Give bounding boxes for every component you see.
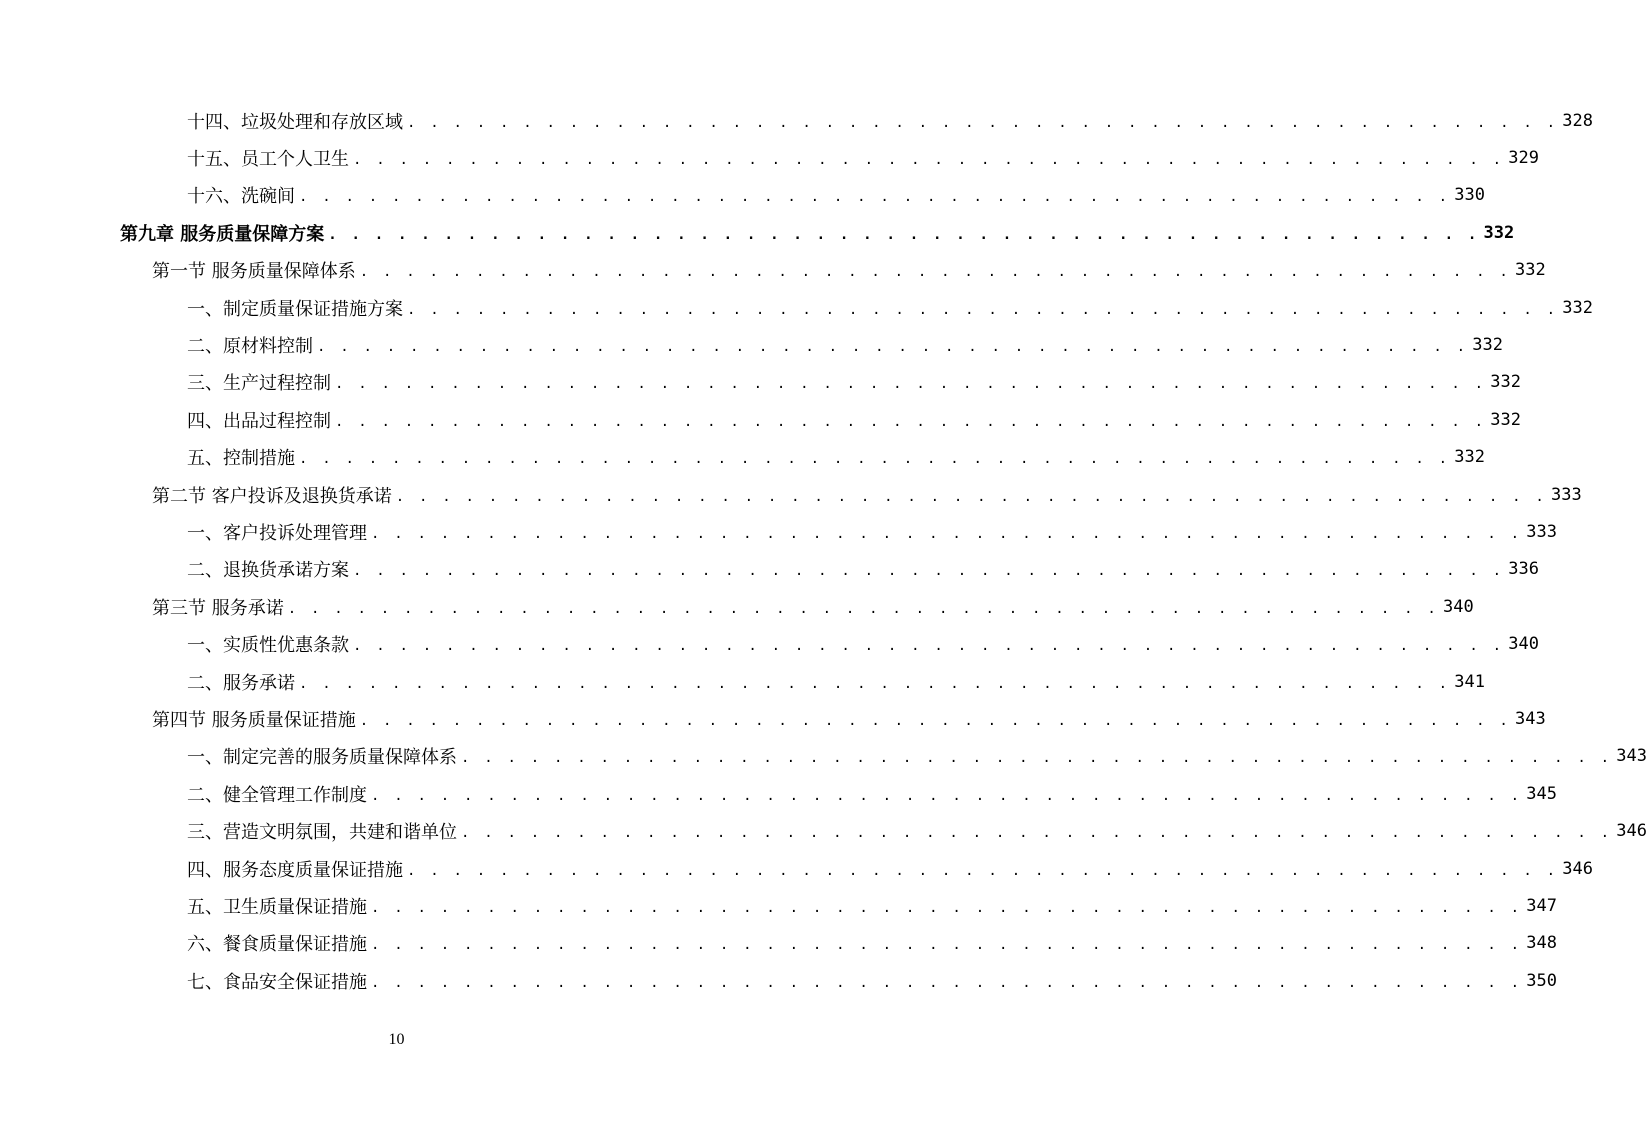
toc-entry[interactable] [0, 177, 1485, 214]
toc-entry-title: 五、卫生质量保证措施 [187, 896, 367, 918]
toc-entry-line [187, 625, 1539, 662]
toc-entry-title: 第四节 服务质量保证措施 [152, 709, 356, 731]
toc-entry-line [187, 738, 1647, 775]
toc-entry[interactable] [0, 326, 1503, 363]
toc-entry-line [187, 850, 1593, 887]
toc-entry[interactable] [0, 812, 1647, 849]
toc-entry-title: 四、服务态度质量保证措施 [187, 859, 403, 881]
toc-entry-line [152, 252, 1546, 289]
toc-entry[interactable] [0, 214, 1515, 251]
dot-leader: . . . . . . . . . . . . . . . . . . . . . . . . . . . . . . . . . . . . . . . . . . . . . . . . . . [299, 675, 1451, 692]
toc-entry[interactable] [0, 625, 1539, 662]
toc-entry[interactable] [0, 401, 1521, 438]
toc-entry-title: 十五、员工个人卫生 [187, 149, 349, 171]
toc-entry-line [187, 775, 1557, 812]
toc-entry-title: 二、原材料控制 [187, 336, 313, 358]
toc-entry[interactable] [0, 439, 1485, 476]
toc-entry[interactable] [0, 289, 1593, 326]
dot-leader: . . . . . . . . . . . . . . . . . . . . . . . . . . . . . . . . . . . . . . . . . . . . . . . . . . [407, 301, 1559, 318]
toc-entry-line [187, 812, 1647, 849]
toc-entry-page: 332 [1490, 409, 1521, 430]
toc-entry-line [152, 700, 1546, 737]
toc-entry-line [187, 364, 1521, 401]
dot-leader: . . . . . . . . . . . . . . . . . . . . . . . . . . . . . . . . . . . . . . . . . . . . . . . . . . [359, 264, 1511, 281]
toc-entry-line [187, 925, 1557, 962]
toc-entry[interactable] [0, 252, 1546, 289]
toc-entry-page: 332 [1514, 260, 1546, 281]
toc-entry[interactable] [0, 663, 1485, 700]
dot-leader: . . . . . . . . . . . . . . . . . . . . . . . . . . . . . . . . . . . . . . . . . . . . . . . . . . [299, 451, 1451, 468]
dot-leader: . . . . . . . . . . . . . . . . . . . . . . . . . . . . . . . . . . . . . . . . . . . . . . . . . . [371, 937, 1523, 954]
toc-entry-line [152, 588, 1474, 625]
toc-entry-page: 330 [1454, 185, 1485, 206]
toc-entry[interactable] [0, 476, 1582, 513]
dot-leader: . . . . . . . . . . . . . . . . . . . . . . . . . . . . . . . . . . . . . . . . . . . . . . . . . . [371, 974, 1523, 991]
toc-entry-page: 329 [1508, 148, 1539, 169]
toc-entry[interactable] [0, 364, 1521, 401]
toc-entry-line [187, 102, 1593, 139]
toc-entry-title: 一、客户投诉处理管理 [187, 522, 367, 544]
dot-leader: . . . . . . . . . . . . . . . . . . . . . . . . . . . . . . . . . . . . . . . . . . . . . . . . . . [407, 114, 1559, 131]
dot-leader: . . . . . . . . . . . . . . . . . . . . . . . . . . . . . . . . . . . . . . . . . . . . . . . . . . [353, 152, 1505, 169]
dot-leader: . . . . . . . . . . . . . . . . . . . . . . . . . . . . . . . . . . . . . . . . . . . . . . . . . . [359, 712, 1511, 729]
dot-leader: . . . . . . . . . . . . . . . . . . . . . . . . . . . . . . . . . . . . . . . . . . . . . . . . . . [317, 339, 1469, 356]
toc-entry-line [187, 513, 1557, 550]
toc-entry-title: 二、健全管理工作制度 [187, 784, 367, 806]
dot-leader: . . . . . . . . . . . . . . . . . . . . . . . . . . . . . . . . . . . . . . . . . . . . . . . . . . [353, 563, 1505, 580]
toc-entry-title: 一、实质性优惠条款 [187, 635, 349, 657]
toc-entry-page: 340 [1442, 596, 1474, 617]
toc-entry-title: 第一节 服务质量保障体系 [152, 261, 356, 283]
toc-entry[interactable] [0, 962, 1557, 999]
toc-entry-page: 346 [1562, 858, 1593, 879]
toc-entry-line [187, 177, 1485, 214]
toc-entry-title: 三、生产过程控制 [187, 373, 331, 395]
toc-entry-line [120, 214, 1515, 251]
toc-entry[interactable] [0, 738, 1647, 775]
page-number: 10 [388, 1031, 405, 1048]
toc-entry-page: 333 [1550, 484, 1582, 505]
toc-entry-title: 六、餐食质量保证措施 [187, 934, 367, 956]
toc-entry-title: 七、食品安全保证措施 [187, 971, 367, 993]
toc-entry-title: 第三节 服务承诺 [152, 597, 284, 619]
toc-entry[interactable] [0, 887, 1557, 924]
dot-leader: . . . . . . . . . . . . . . . . . . . . . . . . . . . . . . . . . . . . . . . . . . . . . . . . . . [395, 488, 1547, 505]
dot-leader: . . . . . . . . . . . . . . . . . . . . . . . . . . . . . . . . . . . . . . . . . . . . . . . . . . [371, 899, 1523, 916]
toc-entry-page: 332 [1483, 222, 1515, 243]
toc-entry-page: 332 [1472, 335, 1503, 356]
toc-entry-title: 一、制定完善的服务质量保障体系 [187, 747, 457, 769]
toc-entry-page: 336 [1508, 559, 1539, 580]
toc-entry-title: 十六、洗碗间 [187, 186, 295, 208]
toc-entry-page: 350 [1526, 970, 1557, 991]
toc-entry-line [187, 439, 1485, 476]
toc-entry-page: 343 [1514, 708, 1546, 729]
dot-leader: . . . . . . . . . . . . . . . . . . . . . . . . . . . . . . . . . . . . . . . . . . . . . . . . . . [461, 825, 1613, 842]
toc-entry-line [187, 401, 1521, 438]
toc-entry-title: 五、控制措施 [187, 448, 295, 470]
dot-leader: . . . . . . . . . . . . . . . . . . . . . . . . . . . . . . . . . . . . . . . . . . . . . . . . . . [335, 413, 1487, 430]
toc-entry-title: 第二节 客户投诉及退换货承诺 [152, 485, 392, 507]
toc-entry-line [152, 476, 1582, 513]
toc-entry-page: 345 [1526, 783, 1557, 804]
toc-entry-page: 343 [1616, 746, 1647, 767]
toc-entry-title: 二、服务承诺 [187, 672, 295, 694]
toc-entry-line [187, 139, 1539, 176]
toc-entry-page: 340 [1508, 634, 1539, 655]
toc-entry-page: 341 [1454, 671, 1485, 692]
toc-entry-line [187, 326, 1503, 363]
toc-entry-title: 四、出品过程控制 [187, 410, 331, 432]
toc-entry[interactable] [0, 551, 1539, 588]
toc-entry-page: 332 [1562, 297, 1593, 318]
toc-entry[interactable] [0, 700, 1546, 737]
dot-leader: . . . . . . . . . . . . . . . . . . . . . . . . . . . . . . . . . . . . . . . . . . . . . . . . . . [461, 750, 1613, 767]
toc-entry-line [187, 289, 1593, 326]
toc-entry-page: 328 [1562, 110, 1593, 131]
table-of-contents [0, 102, 1647, 999]
dot-leader: . . . . . . . . . . . . . . . . . . . . . . . . . . . . . . . . . . . . . . . . . . . . . . . . . . [407, 862, 1559, 879]
toc-entry[interactable] [0, 588, 1474, 625]
toc-entry-page: 348 [1526, 933, 1557, 954]
toc-entry[interactable] [0, 775, 1557, 812]
toc-entry[interactable] [0, 850, 1593, 887]
toc-entry-page: 332 [1490, 372, 1521, 393]
toc-entry-line [187, 551, 1539, 588]
toc-entry-title: 一、制定质量保证措施方案 [187, 298, 403, 320]
toc-entry[interactable] [0, 513, 1557, 550]
dot-leader: . . . . . . . . . . . . . . . . . . . . . . . . . . . . . . . . . . . . . . . . . . . . . . . . . . [371, 787, 1523, 804]
dot-leader: . . . . . . . . . . . . . . . . . . . . . . . . . . . . . . . . . . . . . . . . . . . . . . . . . . [299, 189, 1451, 206]
toc-entry-page: 333 [1526, 521, 1557, 542]
dot-leader: . . . . . . . . . . . . . . . . . . . . . . . . . . . . . . . . . . . . . . . . . . . . . . . . . . [353, 638, 1505, 655]
toc-entry-page: 332 [1454, 447, 1485, 468]
toc-entry-line [187, 887, 1557, 924]
toc-entry-title: 二、退换货承诺方案 [187, 560, 349, 582]
toc-entry-title: 十四、垃圾处理和存放区域 [187, 111, 403, 133]
toc-entry-page: 346 [1616, 821, 1647, 842]
toc-entry[interactable] [0, 925, 1557, 962]
dot-leader: . . . . . . . . . . . . . . . . . . . . . . . . . . . . . . . . . . . . . . . . . . . . . . . . . . [371, 525, 1523, 542]
toc-entry-title: 三、营造文明氛围，共建和谐单位 [187, 822, 457, 844]
dot-leader: . . . . . . . . . . . . . . . . . . . . . . . . . . . . . . . . . . . . . . . . . . . . . . . . . . [328, 226, 1480, 243]
toc-entry[interactable] [0, 102, 1593, 139]
toc-entry-line [187, 962, 1557, 999]
dot-leader: . . . . . . . . . . . . . . . . . . . . . . . . . . . . . . . . . . . . . . . . . . . . . . . . . . [335, 376, 1487, 393]
toc-entry-page: 347 [1526, 895, 1557, 916]
dot-leader: . . . . . . . . . . . . . . . . . . . . . . . . . . . . . . . . . . . . . . . . . . . . . . . . . . [287, 600, 1439, 617]
toc-entry-line [187, 663, 1485, 700]
toc-entry-title: 第九章 服务质量保障方案 [120, 223, 325, 245]
toc-entry[interactable] [0, 139, 1539, 176]
